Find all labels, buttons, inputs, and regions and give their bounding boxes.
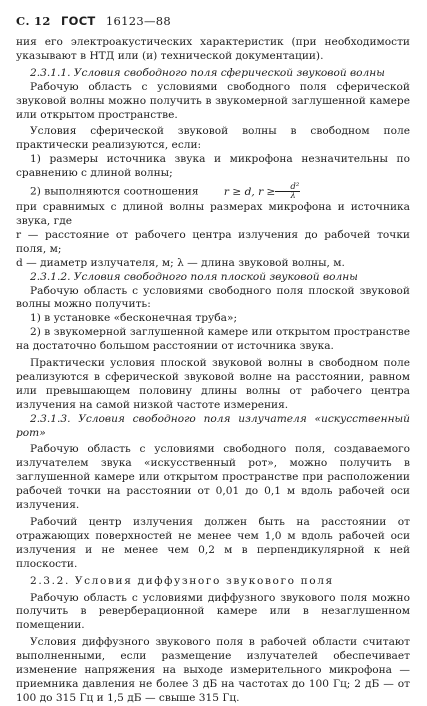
formula-numerator: d²	[275, 183, 300, 192]
document-body	[16, 36, 410, 706]
paragraph: Рабочий центр излучения должен быть на расстоянии от отражающих поверхностей не менее чем 1,0 м вдоль рабочей оси излучения и не менее чем 0,2 м в перпендикулярной к ней плоскости.	[16, 516, 410, 570]
list-item: 1) размеры источника звука и микрофона незначительны по сравнению с длиной волны;	[16, 153, 410, 180]
section-heading-2-3-2: 2.3.2. Условия диффузного звукового поля	[30, 574, 334, 587]
page-header	[16, 14, 177, 30]
formula-denominator: λ	[290, 191, 296, 202]
formula-lead: 2) выполняются соотношения	[30, 185, 199, 198]
paragraph-continuation: ния его электроакустических характеристик (при необходимости указывают в НТД или (и) технической документации).	[16, 36, 410, 62]
standard-label: ГОСТ	[60, 14, 96, 28]
standard-number: 16123—88	[105, 14, 172, 28]
paragraph: Рабочую область с условиями диффузного звукового поля можно получить в реверберационной камере или в незаглушенном помещении.	[16, 591, 410, 632]
paragraph: Рабочую область с условиями свободного поля плоской звуковой волны можно получить:	[16, 284, 410, 311]
section-heading-2-3-1-1: 2.3.1.1. Условия свободного поля сферической звуковой волны	[30, 66, 385, 79]
list-item: 2) в звукомерной заглушенной камере или открытом пространстве на достаточно большом расстоянии от источника звука.	[16, 326, 410, 353]
paragraph: Рабочую область с условиями свободного поля сферической звуковой волны можно получить в звукомерной заглушенной камере или открытом пространстве.	[16, 80, 410, 121]
page-number: С. 12	[16, 14, 51, 28]
definition-r: r — расстояние от рабочего центра излучения до рабочей точки поля, м;	[16, 228, 410, 255]
paragraph: Условия диффузного звукового поля в рабочей области считают выполненными, если размещение излучателей обеспечивает изменение напряжения на выходе измерительного микрофона — приемника давления не более 3 дБ на частотах до 100 Гц; 2 дБ — от 100 до 315 Гц и 1,5 дБ — свыше 315 Гц.	[16, 636, 410, 704]
definition-d: d — диаметр излучателя, м; λ — длина звуковой волны, м.	[16, 256, 345, 269]
formula-fraction	[275, 183, 300, 200]
section-heading-2-3-1-2: 2.3.1.2. Условия свободного поля плоской звуковой волны	[30, 270, 358, 283]
formula-left: r ≥ d, r ≥	[223, 185, 276, 198]
paragraph: Практически условия плоской звуковой волны в свободном поле реализуются в сферической звуковой волне на расстоянии, равном или превышающем половину длины волны от рабочего центра излучения на самой низкой частоте измерения.	[16, 357, 410, 411]
list-item-formula	[16, 183, 410, 200]
paragraph: Рабочую область с условиями свободного поля, создаваемого излучателем звука «искусственный рот», можно получить в заглушенной камере или открытом пространстве при расположении рабочей точки на расстоянии от 0,01 до 0,1 м вдоль рабочей оси излучения.	[16, 443, 410, 512]
paragraph: при сравнимых с длиной волны размерах микрофона и источника звука, где	[16, 201, 410, 227]
formula	[223, 182, 300, 202]
list-item: 1) в установке «бесконечная труба»;	[30, 312, 238, 325]
section-heading-2-3-1-3: 2.3.1.3. Условия свободного поля излучателя «искусственный рот»	[16, 412, 410, 439]
paragraph: Условия сферической звуковой волны в свободном поле практически реализуются, если:	[16, 125, 410, 152]
